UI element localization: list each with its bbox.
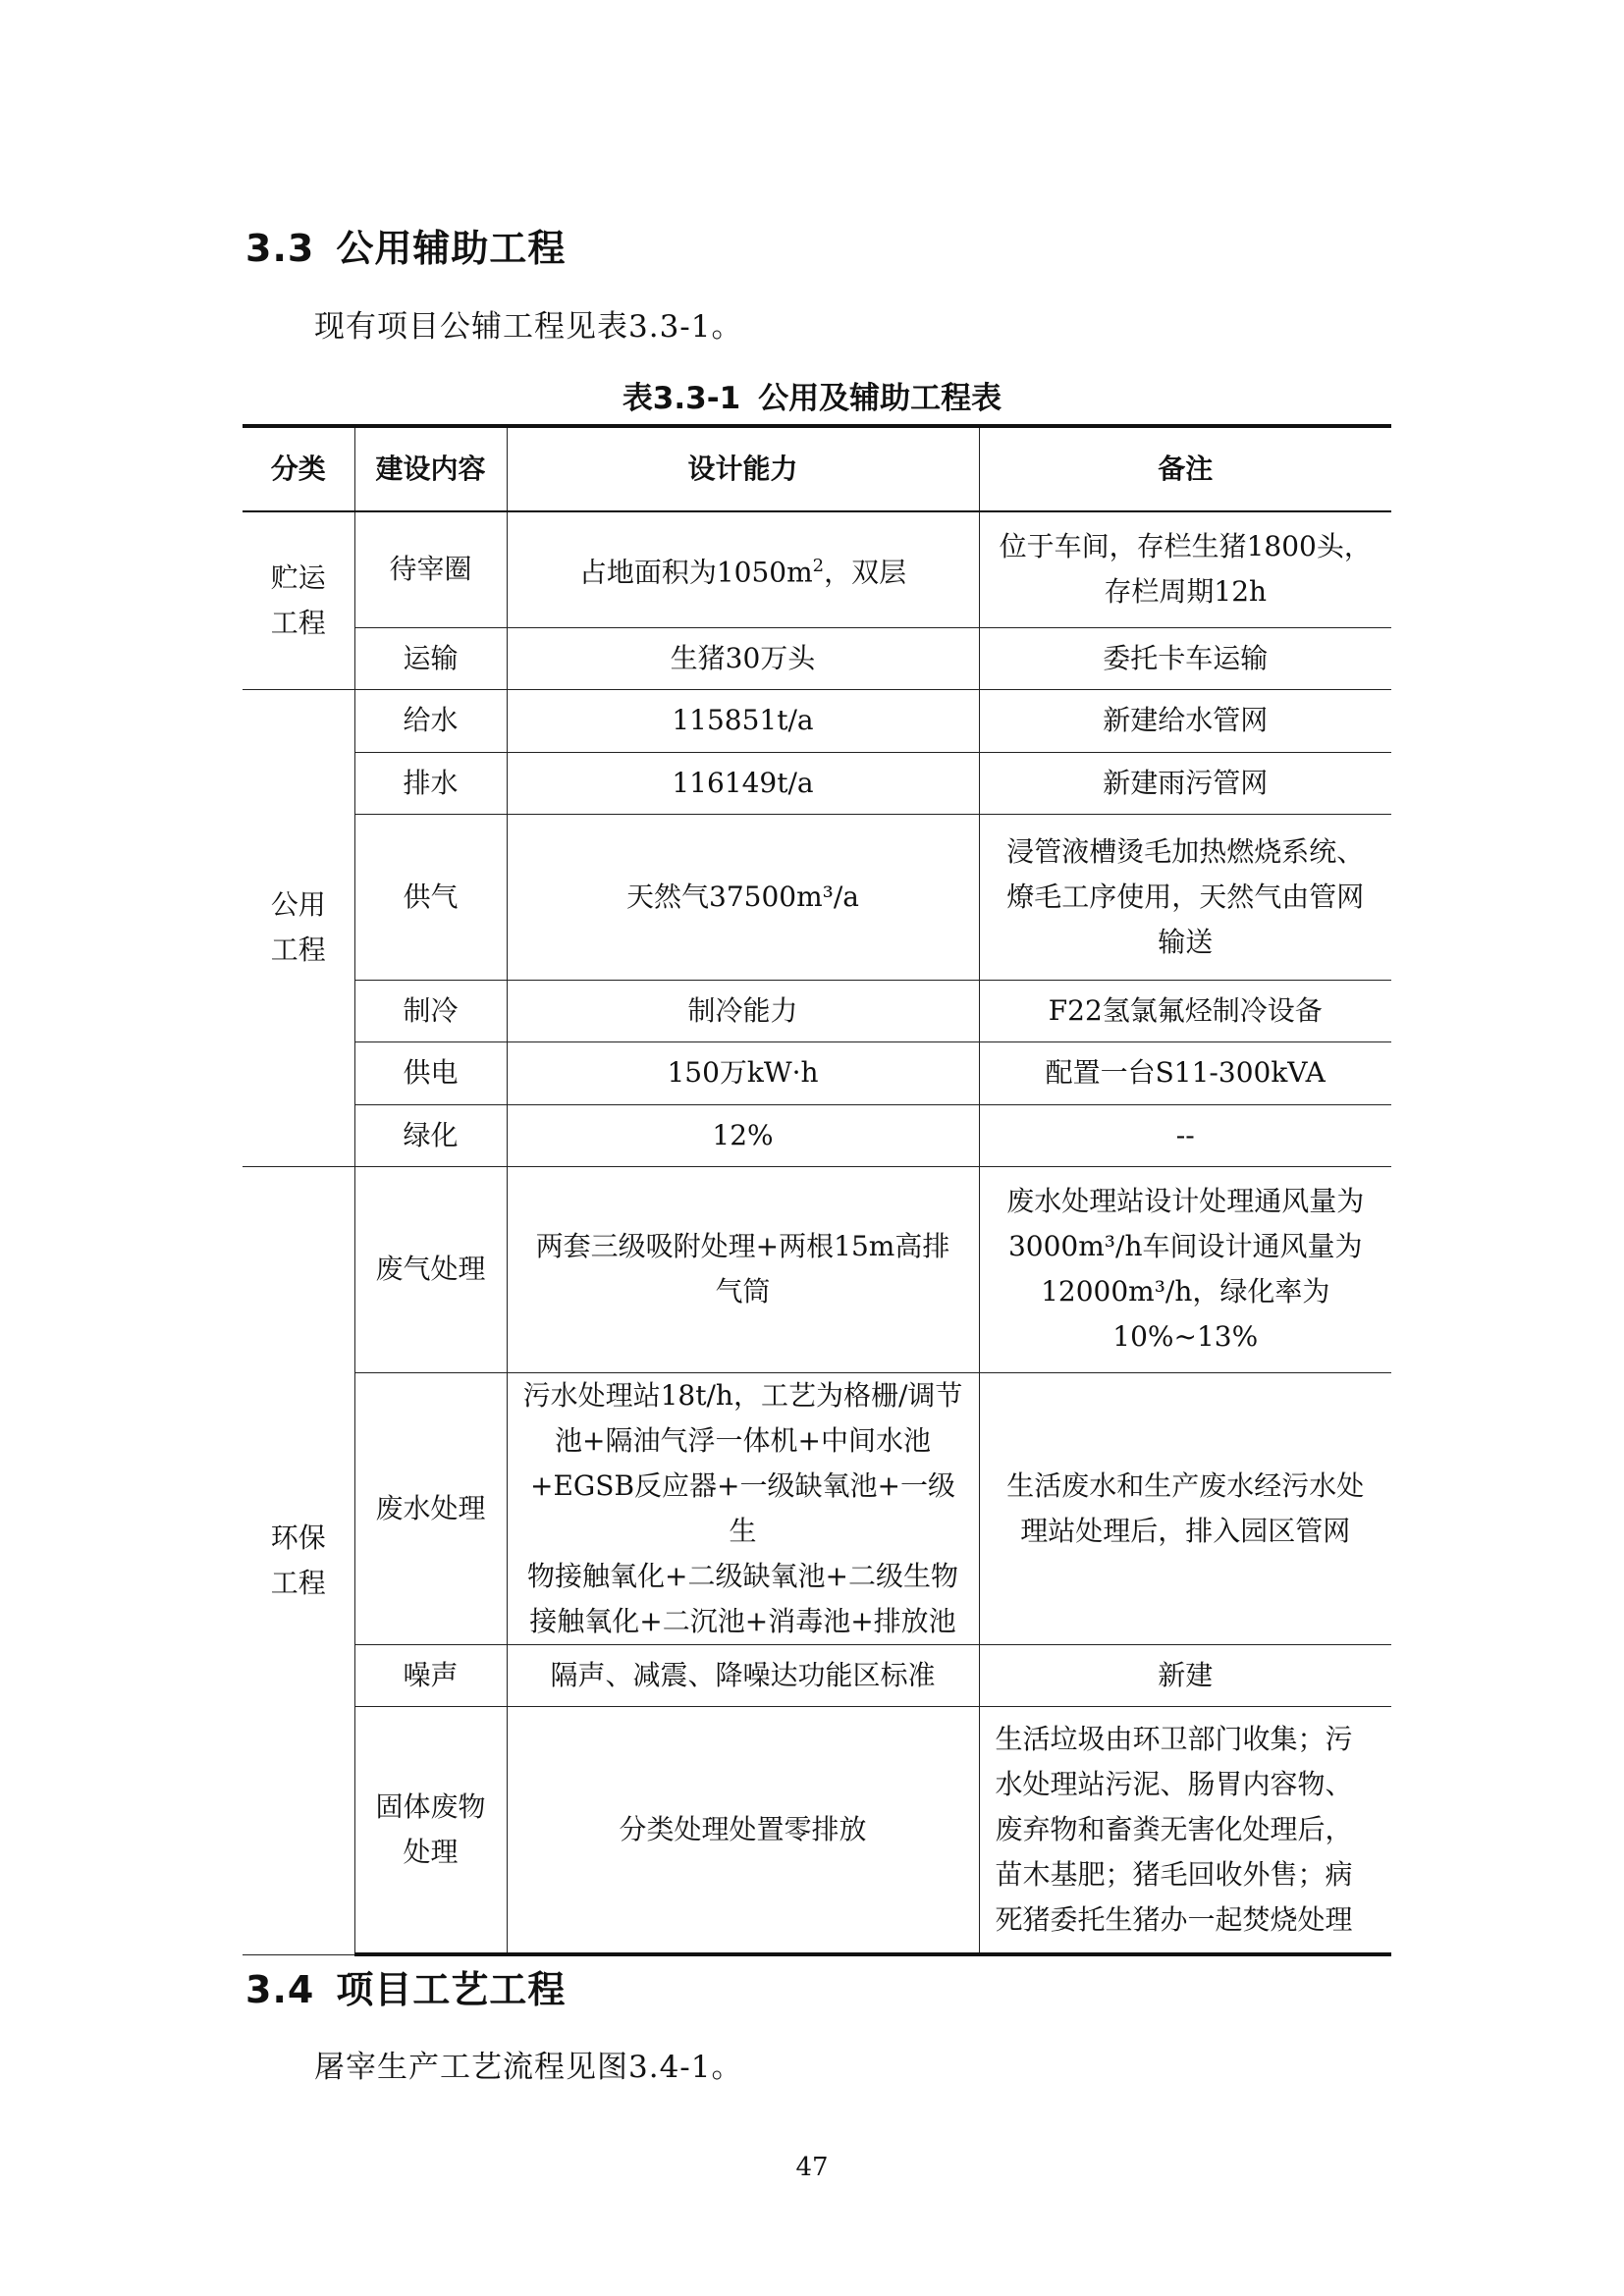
capacity-cell: 污水处理站18t/h，工艺为格栅/调节 池+隔油气浮一体机+中间水池 +EGSB反应器+一级缺氧池+一级生 物接触氧化+二级缺氧池+二级生物 接触氧化+二沉池+消毒池+排放池	[507, 1372, 979, 1644]
item-cell: 给水	[354, 689, 507, 752]
table-caption-title: 公用及辅助工程表	[758, 381, 1002, 416]
section-heading-3-3	[245, 218, 566, 272]
note-cell: 配置一台S11-300kVA	[979, 1041, 1391, 1104]
table-row	[243, 627, 1391, 689]
process-paragraph: 屠宰生产工艺流程见图3.4-1。	[314, 2050, 743, 2085]
note-cell: F22氢氯氟烃制冷设备	[979, 980, 1391, 1041]
capacity-cell	[507, 511, 979, 627]
superscript: 2	[812, 556, 825, 577]
section-title: 公用辅助工程	[336, 227, 567, 270]
capacity-cell: 116149t/a	[507, 752, 979, 814]
header-capacity: 设计能力	[507, 426, 979, 511]
table-caption	[0, 373, 1624, 417]
capacity-cell: 12%	[507, 1104, 979, 1166]
section-number: 3.3	[245, 227, 315, 270]
note-cell: 位于车间，存栏生猪1800头， 存栏周期12h	[979, 511, 1391, 627]
table-row	[243, 511, 1391, 627]
item-cell: 制冷	[354, 980, 507, 1041]
item-cell: 排水	[354, 752, 507, 814]
capacity-cell: 150万kW·h	[507, 1041, 979, 1104]
capacity-text: 占地面积为1050m	[578, 556, 813, 589]
note-cell: 废水处理站设计处理通风量为 3000m³/h车间设计通风量为 12000m³/h，绿化率为 10%~13%	[979, 1166, 1391, 1372]
header-note: 备注	[979, 426, 1391, 511]
table-row	[243, 1644, 1391, 1706]
category-utility	[243, 689, 354, 1166]
note-cell: 新建雨污管网	[979, 752, 1391, 814]
item-cell: 噪声	[354, 1644, 507, 1706]
table-row	[243, 689, 1391, 752]
capacity-cell: 115851t/a	[507, 689, 979, 752]
category-storage	[243, 511, 354, 689]
category-label: 环保 工程	[270, 1521, 326, 1599]
item-cell: 绿化	[354, 1104, 507, 1166]
item-cell: 废水处理	[354, 1372, 507, 1644]
section-heading-3-4	[245, 1959, 566, 2013]
note-cell: 生活垃圾由环卫部门收集；污 水处理站污泥、肠胃内容物、 废弃物和畜粪无害化处理后， 苗木基肥；猪毛回收外售；病 死猪委托生猪办一起焚烧处理	[979, 1706, 1391, 1954]
note-cell: --	[979, 1104, 1391, 1166]
capacity-cell: 生猪30万头	[507, 627, 979, 689]
table-row	[243, 814, 1391, 980]
note-cell: 新建	[979, 1644, 1391, 1706]
capacity-cell: 隔声、减震、降噪达功能区标准	[507, 1644, 979, 1706]
note-cell: 委托卡车运输	[979, 627, 1391, 689]
table-row	[243, 1166, 1391, 1372]
item-cell: 废气处理	[354, 1166, 507, 1372]
category-label: 公用 工程	[270, 888, 326, 966]
table-row	[243, 1372, 1391, 1644]
item-cell: 供气	[354, 814, 507, 980]
category-env	[243, 1166, 354, 1954]
note-cell: 新建给水管网	[979, 689, 1391, 752]
table-header-row	[243, 426, 1391, 511]
item-cell: 运输	[354, 627, 507, 689]
note-cell: 生活废水和生产废水经污水处 理站处理后，排入园区管网	[979, 1372, 1391, 1644]
capacity-cell: 分类处理处置零排放	[507, 1706, 979, 1954]
table-row	[243, 752, 1391, 814]
capacity-text-tail: ，双层	[824, 556, 907, 589]
table-row	[243, 1706, 1391, 1954]
utilities-table	[243, 424, 1391, 1956]
table-row	[243, 1104, 1391, 1166]
item-cell: 待宰圈	[354, 511, 507, 627]
item-cell: 固体废物 处理	[354, 1706, 507, 1954]
table-row	[243, 980, 1391, 1041]
header-category: 分类	[243, 426, 354, 511]
intro-paragraph: 现有项目公辅工程见表3.3-1。	[314, 309, 743, 345]
section-title: 项目工艺工程	[336, 1968, 567, 2011]
capacity-cell: 两套三级吸附处理+两根15m高排 气筒	[507, 1166, 979, 1372]
page-number: 47	[795, 2153, 829, 2182]
table-caption-number: 表3.3-1	[622, 381, 741, 416]
capacity-cell: 制冷能力	[507, 980, 979, 1041]
header-content: 建设内容	[354, 426, 507, 511]
table-row	[243, 1041, 1391, 1104]
category-label: 贮运 工程	[270, 561, 326, 639]
note-cell: 浸管液槽烫毛加热燃烧系统、 燎毛工序使用，天然气由管网 输送	[979, 814, 1391, 980]
capacity-cell: 天然气37500m³/a	[507, 814, 979, 980]
section-number: 3.4	[245, 1968, 315, 2011]
item-cell: 供电	[354, 1041, 507, 1104]
